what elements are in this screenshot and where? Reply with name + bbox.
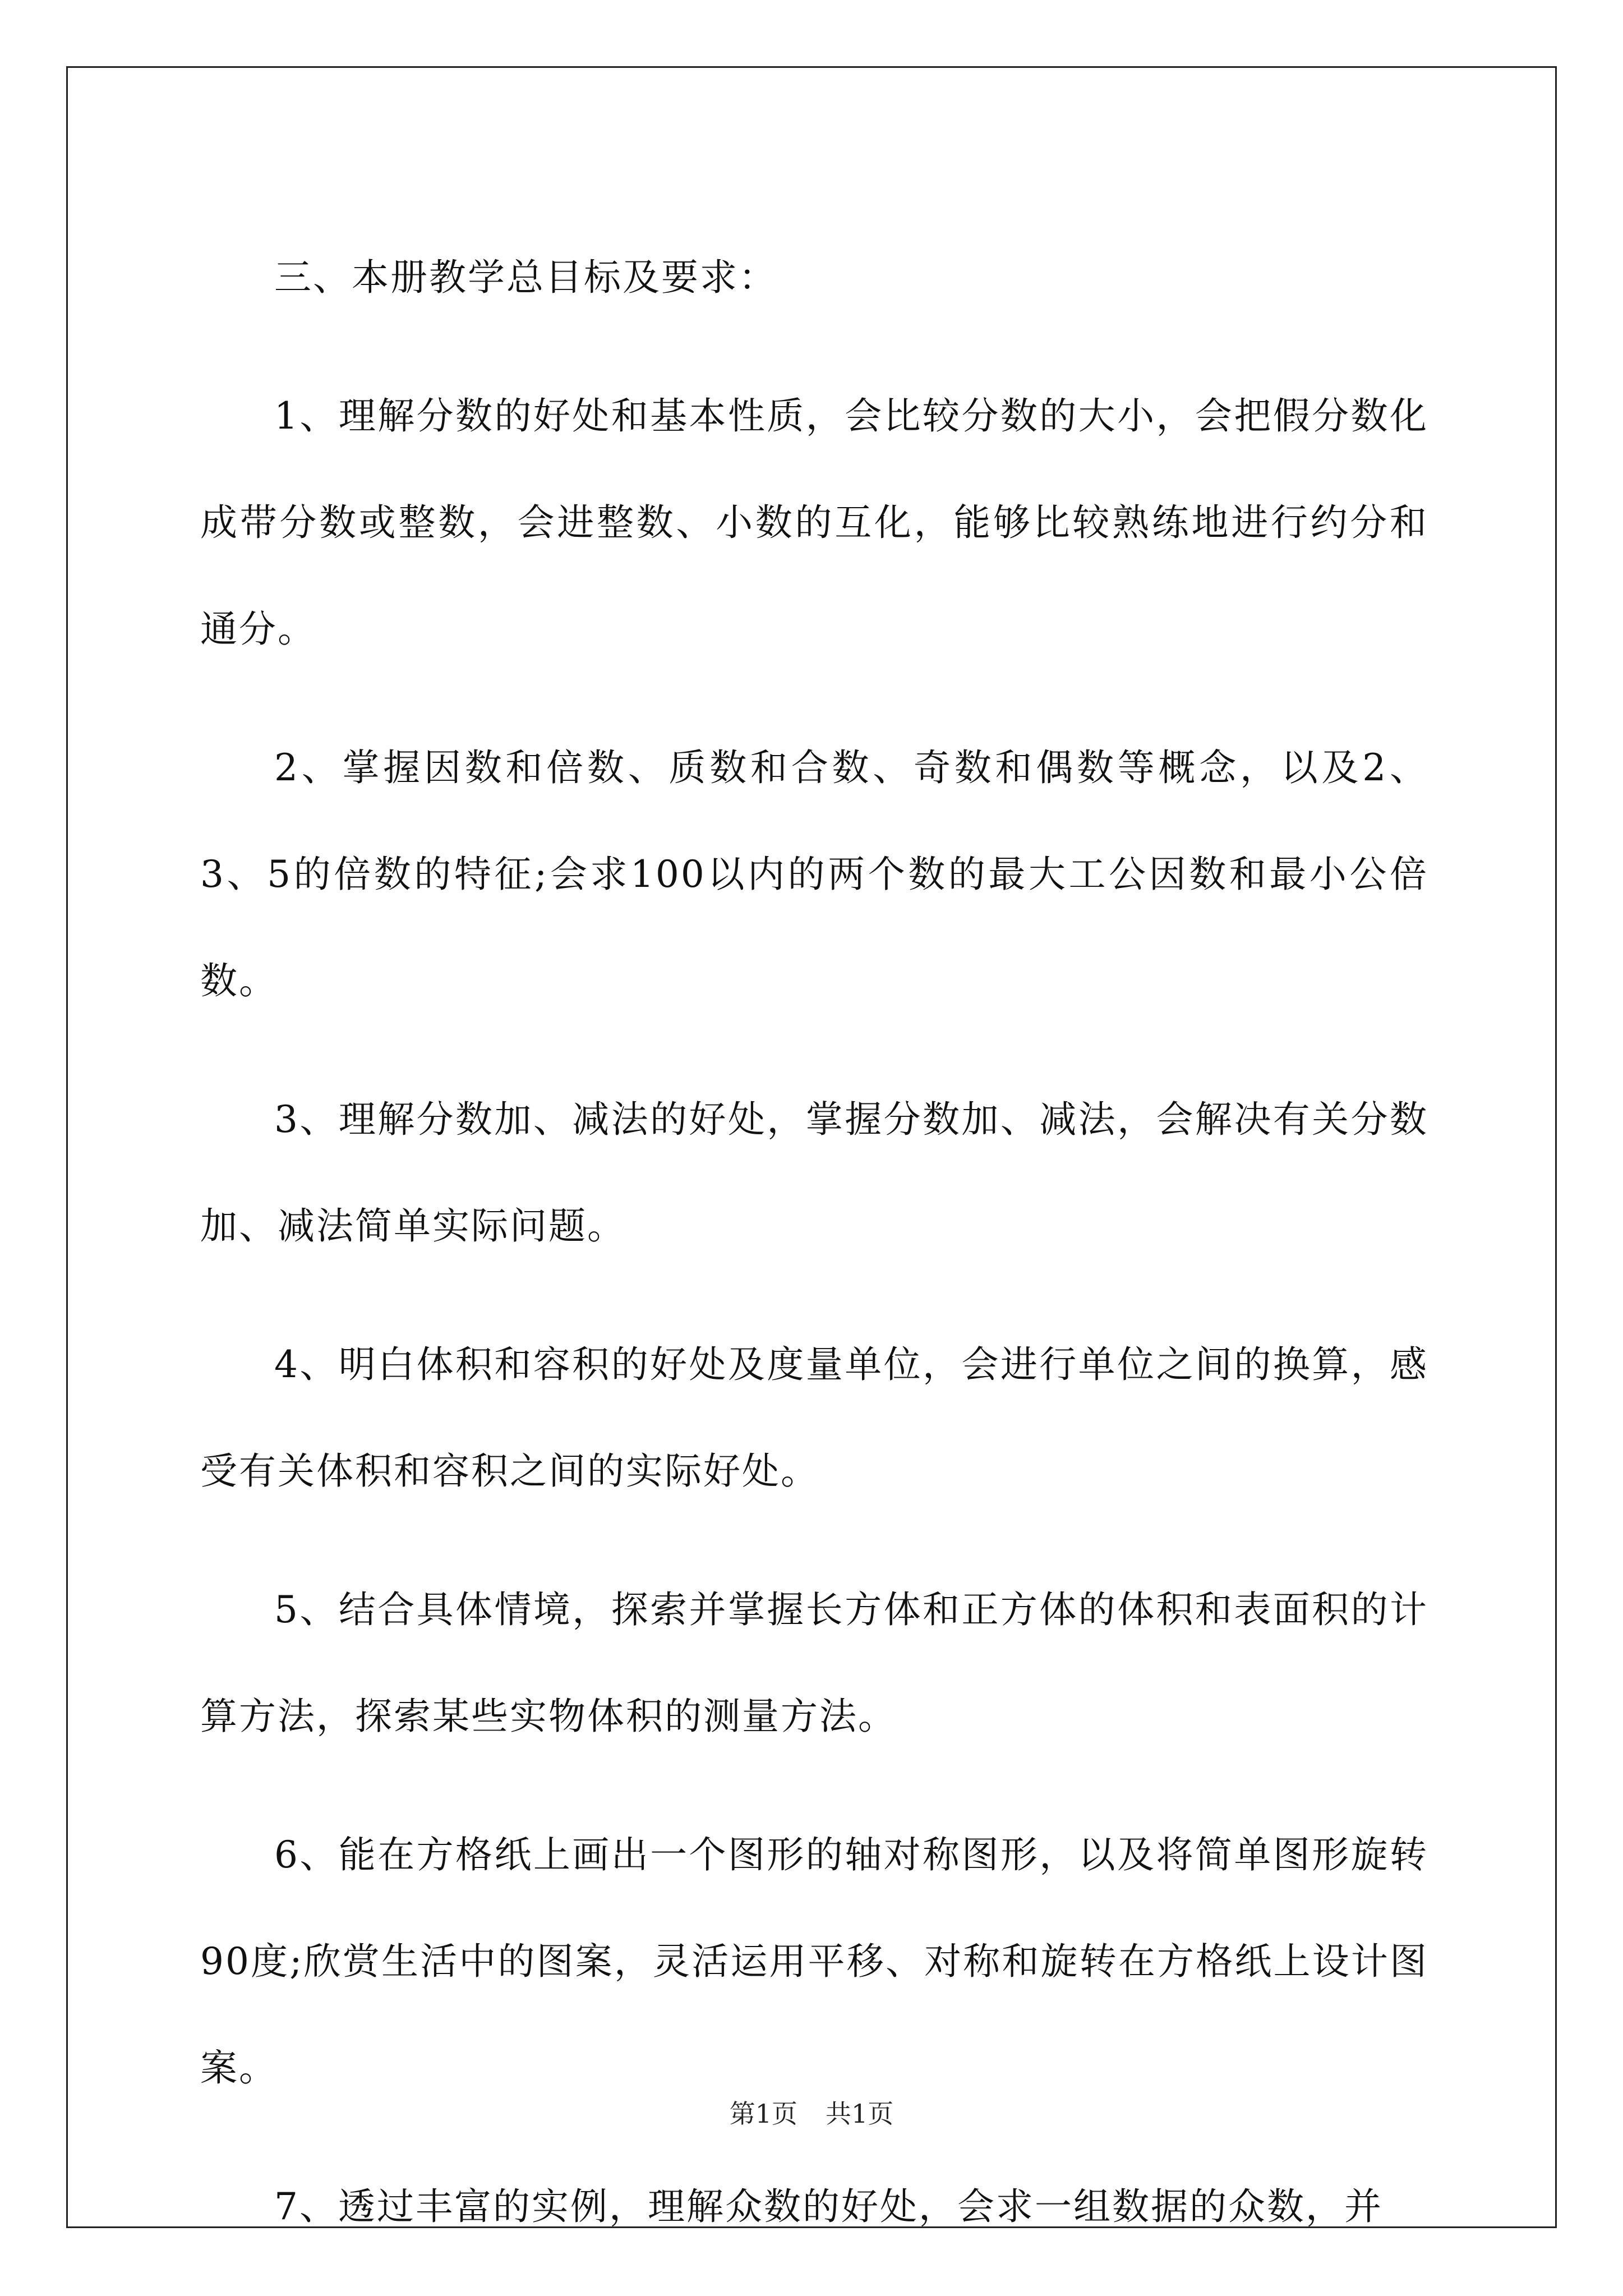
- paragraph-4: 4、明白体积和容积的好处及度量单位，会进行单位之间的换算，感受有关体积和容积之间的实际好处。: [200, 1343, 1428, 1493]
- paragraph-6: 6、能在方格纸上画出一个图形的轴对称图形，以及将简单图形旋转90度;欣赏生活中的图案，灵活运用平移、对称和旋转在方格纸上设计图案。: [200, 1833, 1428, 2090]
- paragraph-1: 1、理解分数的好处和基本性质，会比较分数的大小，会把假分数化成带分数或整数，会进整数、小数的互化，能够比较熟练地进行约分和通分。: [200, 394, 1428, 651]
- page-total: 共1页: [826, 2099, 894, 2129]
- page-footer: [0, 2097, 1623, 2131]
- page-current: 第1页: [729, 2099, 797, 2129]
- section-heading: 三、本册教学总目标及要求：: [274, 256, 777, 299]
- paragraph-2: 2、掌握因数和倍数、质数和合数、奇数和偶数等概念，以及2、3、5的倍数的特征;会求100以内的两个数的最大工公因数和最小公倍数。: [200, 746, 1428, 1002]
- document-body: [200, 224, 1428, 2292]
- paragraph-7: 7、透过丰富的实例，理解众数的好处，会求一组数据的众数，并: [274, 2185, 1383, 2228]
- paragraph-3: 3、理解分数加、减法的好处，掌握分数加、减法，会解决有关分数加、减法简单实际问题。: [200, 1098, 1428, 1248]
- paragraph-5: 5、结合具体情境，探索并掌握长方体和正方体的体积和表面积的计算方法，探索某些实物体积的测量方法。: [200, 1588, 1428, 1738]
